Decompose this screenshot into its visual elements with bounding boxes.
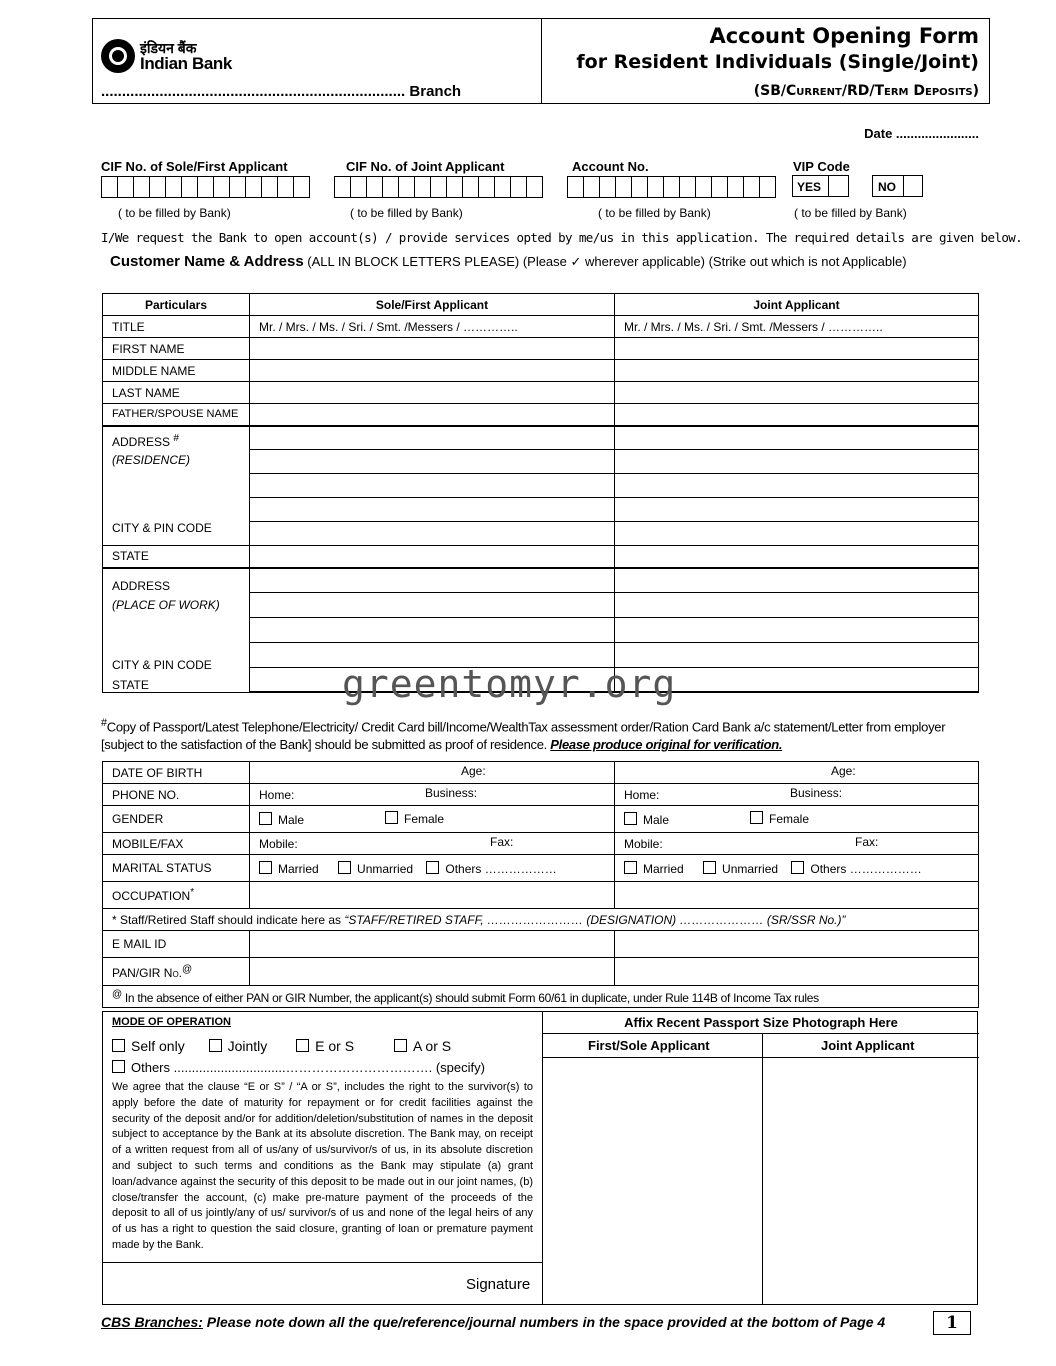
signature-label: Signature — [466, 1276, 531, 1293]
sole-pan-field[interactable] — [250, 958, 615, 986]
sole-email-field[interactable] — [250, 931, 615, 958]
joint-first-name-field[interactable] — [615, 338, 979, 360]
branch-field[interactable]: ......................................................................... Branch — [101, 83, 462, 100]
col-joint: Joint Applicant — [615, 294, 979, 316]
joint-work-address-line[interactable] — [615, 568, 979, 593]
form-title — [576, 23, 979, 99]
cif-sole-label: CIF No. of Sole/First Applicant — [101, 159, 288, 174]
bank-name-hindi: इंडियन बैंक — [140, 40, 197, 56]
email-label: E MAIL ID — [103, 931, 250, 958]
proof-of-residence-note: #Copy of Passport/Latest Telephone/Electricity/ Credit Card bill/Income/WealthTax assessment order/Ration Card Bank a/c statement/Letter from employer [subject to the satisfaction of the Bank] should be submitted as proof of residence. Please produce original for verification. — [101, 717, 946, 753]
joint-res-address-line[interactable] — [615, 426, 979, 450]
city-pin-label: CITY & PIN CODE — [112, 520, 212, 535]
sole-first-name-field[interactable] — [250, 338, 615, 360]
pan-label: PAN/GIR No.@ — [103, 958, 250, 986]
phone-label: PHONE NO. — [103, 784, 250, 806]
married-checkbox[interactable]: Married — [259, 862, 319, 876]
joint-email-field[interactable] — [615, 931, 979, 958]
form-title-types: (SB/Current/RD/Term Deposits) — [753, 83, 979, 99]
bank-logo — [101, 39, 232, 73]
joint-res-address-line[interactable] — [615, 498, 979, 522]
married-checkbox[interactable]: Married — [624, 862, 684, 876]
filled-by-bank-note: ( to be filled by Bank) — [598, 206, 711, 220]
sole-work-address-line[interactable] — [250, 568, 615, 593]
personal-details-table — [102, 761, 979, 1008]
place-of-work-label: (PLACE OF WORK) — [112, 597, 220, 612]
sole-occupation-field[interactable] — [250, 882, 615, 909]
joint-res-address-line[interactable] — [615, 450, 979, 474]
joint-work-address-line[interactable] — [615, 592, 979, 617]
sole-gender-field[interactable] — [250, 806, 615, 833]
e-or-s-checkbox[interactable]: E or S — [296, 1038, 354, 1054]
vip-yes-box[interactable]: YES — [792, 175, 849, 197]
filled-by-bank-note: ( to be filled by Bank) — [794, 206, 907, 220]
sole-phone-field[interactable]: Home: Business: — [250, 784, 615, 806]
jointly-checkbox[interactable]: Jointly — [209, 1038, 268, 1054]
vip-no-box[interactable]: NO — [872, 175, 923, 197]
self-only-checkbox[interactable]: Self only — [112, 1038, 185, 1054]
male-checkbox[interactable]: Male — [259, 813, 304, 827]
joint-marital-field[interactable] — [615, 855, 979, 882]
mode-others-checkbox[interactable]: Others ...............................……………………………. (specify) — [112, 1060, 534, 1075]
photo-first-area[interactable] — [544, 1059, 761, 1304]
occupation-label: OCCUPATION* — [103, 882, 250, 909]
joint-pan-field[interactable] — [615, 958, 979, 986]
joint-res-address-line[interactable] — [615, 474, 979, 498]
sole-mobile-field[interactable]: Mobile: Fax: — [250, 833, 615, 855]
sole-work-address-line[interactable] — [250, 592, 615, 617]
joint-phone-field[interactable]: Home: Business: — [615, 784, 979, 806]
joint-father-field[interactable] — [615, 404, 979, 426]
city-pin-label: CITY & PIN CODE — [112, 657, 212, 672]
address-residence-label: ADDRESS # — [112, 432, 179, 449]
father-spouse-label: FATHER/SPOUSE NAME — [103, 404, 250, 426]
male-checkbox[interactable]: Male — [624, 813, 669, 827]
address-work-label: ADDRESS — [112, 578, 171, 593]
first-name-label: FIRST NAME — [103, 338, 250, 360]
photo-heading: Affix Recent Passport Size Photograph Here — [543, 1012, 979, 1034]
bank-name-english: Indian Bank — [140, 54, 232, 73]
sole-last-name-field[interactable] — [250, 382, 615, 404]
customer-heading-note: (ALL IN BLOCK LETTERS PLEASE) (Please ✓ wherever applicable) (Strike out which is not Applicable) — [303, 254, 907, 269]
others-checkbox[interactable]: Others ……………… — [791, 862, 921, 876]
sole-res-state-field[interactable] — [250, 546, 615, 568]
gender-label: GENDER — [103, 806, 250, 833]
sole-res-city-field[interactable] — [250, 522, 615, 546]
residence-label: (RESIDENCE) — [112, 452, 191, 467]
account-no-boxes[interactable] — [567, 176, 775, 198]
cbs-note: CBS Branches: Please note down all the que/reference/journal numbers in the space provided at the bottom of Page 4 — [101, 1314, 886, 1330]
joint-work-address-line[interactable] — [615, 617, 979, 642]
mode-heading: MODE OF OPERATION — [112, 1016, 231, 1028]
a-or-s-checkbox[interactable]: A or S — [394, 1038, 451, 1054]
sole-res-address-line[interactable] — [250, 450, 615, 474]
cif-joint-label: CIF No. of Joint Applicant — [346, 159, 505, 174]
female-checkbox[interactable]: Female — [385, 811, 444, 826]
mobile-fax-label: MOBILE/FAX — [103, 833, 250, 855]
sole-res-address-line[interactable] — [250, 426, 615, 450]
applicant-details-table — [102, 293, 979, 693]
joint-res-city-field[interactable] — [615, 522, 979, 546]
customer-heading: Customer Name & Address — [110, 253, 304, 270]
request-text: I/We request the Bank to open account(s) / provide services opted by me/us in this application. The required details are given below. — [101, 230, 1023, 245]
middle-name-label: MIDDLE NAME — [103, 360, 250, 382]
female-checkbox[interactable]: Female — [750, 811, 809, 826]
sole-middle-name-field[interactable] — [250, 360, 615, 382]
joint-gender-field[interactable] — [615, 806, 979, 833]
mode-of-operation-section — [102, 1011, 978, 1305]
filled-by-bank-note: ( to be filled by Bank) — [118, 206, 231, 220]
photo-joint-area[interactable] — [764, 1059, 978, 1304]
sole-work-address-line[interactable] — [250, 617, 615, 642]
form-title-sub: for Resident Individuals (Single/Joint) — [576, 51, 979, 73]
joint-mobile-field[interactable]: Mobile: Fax: — [615, 833, 979, 855]
sole-res-address-line[interactable] — [250, 498, 615, 522]
state-label: STATE — [103, 546, 250, 568]
survivor-clause: We agree that the clause “E or S” / “A or S”, includes the right to the survivor(s) to apply before the date of maturity for repayment or for credit facilities against the security of the deposit and/or for addition/deletion/substitution of names in the deposit subject to acceptance by the Bank at its absolute discretion. The Bank may, on receipt of a written request from all of us/any of us/survivor/s of us, in its absolute discretion and subject to such terms and conditions as the Bank may stipulate (a) grant loan/advance against the security of this deposit to be made out in our joint names, (b) close/transfer the account, (c) make pre-mature payment of the proceeds of the deposit to all of us jointly/any of us/ survivor/s of us and none of the legal heirs of any of us has a right to question the said closure, granting of loan or premature payment made by the Bank. — [112, 1081, 533, 1251]
state-label: STATE — [112, 677, 149, 692]
sole-father-field[interactable] — [250, 404, 615, 426]
joint-last-name-field[interactable] — [615, 382, 979, 404]
sole-marital-field[interactable] — [250, 855, 615, 882]
col-sole: Sole/First Applicant — [250, 294, 615, 316]
photo-first-label: First/Sole Applicant — [588, 1038, 710, 1053]
cif-joint-boxes[interactable] — [334, 176, 542, 198]
photo-joint-label: Joint Applicant — [821, 1038, 915, 1053]
unmarried-checkbox[interactable]: Unmarried — [338, 862, 413, 876]
form-header — [92, 18, 990, 104]
joint-dob-field[interactable]: Age: — [615, 762, 979, 784]
cif-sole-boxes[interactable] — [101, 176, 309, 198]
others-checkbox[interactable]: Others ……………… — [426, 862, 556, 876]
last-name-label: LAST NAME — [103, 382, 250, 404]
joint-middle-name-field[interactable] — [615, 360, 979, 382]
sole-title-field[interactable]: Mr. / Mrs. / Ms. / Sri. / Smt. /Messers / ………….. — [250, 316, 615, 338]
unmarried-checkbox[interactable]: Unmarried — [703, 862, 778, 876]
vip-code-label: VIP Code — [793, 159, 850, 174]
title-label: TITLE — [103, 316, 250, 338]
form-title-main: Account Opening Form — [709, 24, 979, 48]
watermark: greentomyr.org — [342, 662, 677, 706]
marital-label: MARITAL STATUS — [103, 855, 250, 882]
filled-by-bank-note: ( to be filled by Bank) — [350, 206, 463, 220]
bank-logo-icon — [101, 39, 135, 73]
sole-res-address-line[interactable] — [250, 474, 615, 498]
joint-res-state-field[interactable] — [615, 546, 979, 568]
account-no-label: Account No. — [572, 159, 649, 174]
page-number: 1 — [933, 1311, 971, 1335]
staff-note: * Staff/Retired Staff should indicate here as “STAFF/RETIRED STAFF, …………………… (DESIGNATION) ………………… (SR/SSR No.)” — [103, 909, 979, 931]
joint-occupation-field[interactable] — [615, 882, 979, 909]
sole-dob-field[interactable]: Age: — [250, 762, 615, 784]
col-particulars: Particulars — [103, 294, 250, 316]
date-field[interactable]: Date ....................... — [864, 126, 979, 141]
pan-note: @ In the absence of either PAN or GIR Number, the applicant(s) should submit Form 60/61 in duplicate, under Rule 114B of Income Tax rules — [103, 986, 979, 1008]
dob-label: DATE OF BIRTH — [103, 762, 250, 784]
joint-title-field[interactable]: Mr. / Mrs. / Ms. / Sri. / Smt. /Messers / ………….. — [615, 316, 979, 338]
